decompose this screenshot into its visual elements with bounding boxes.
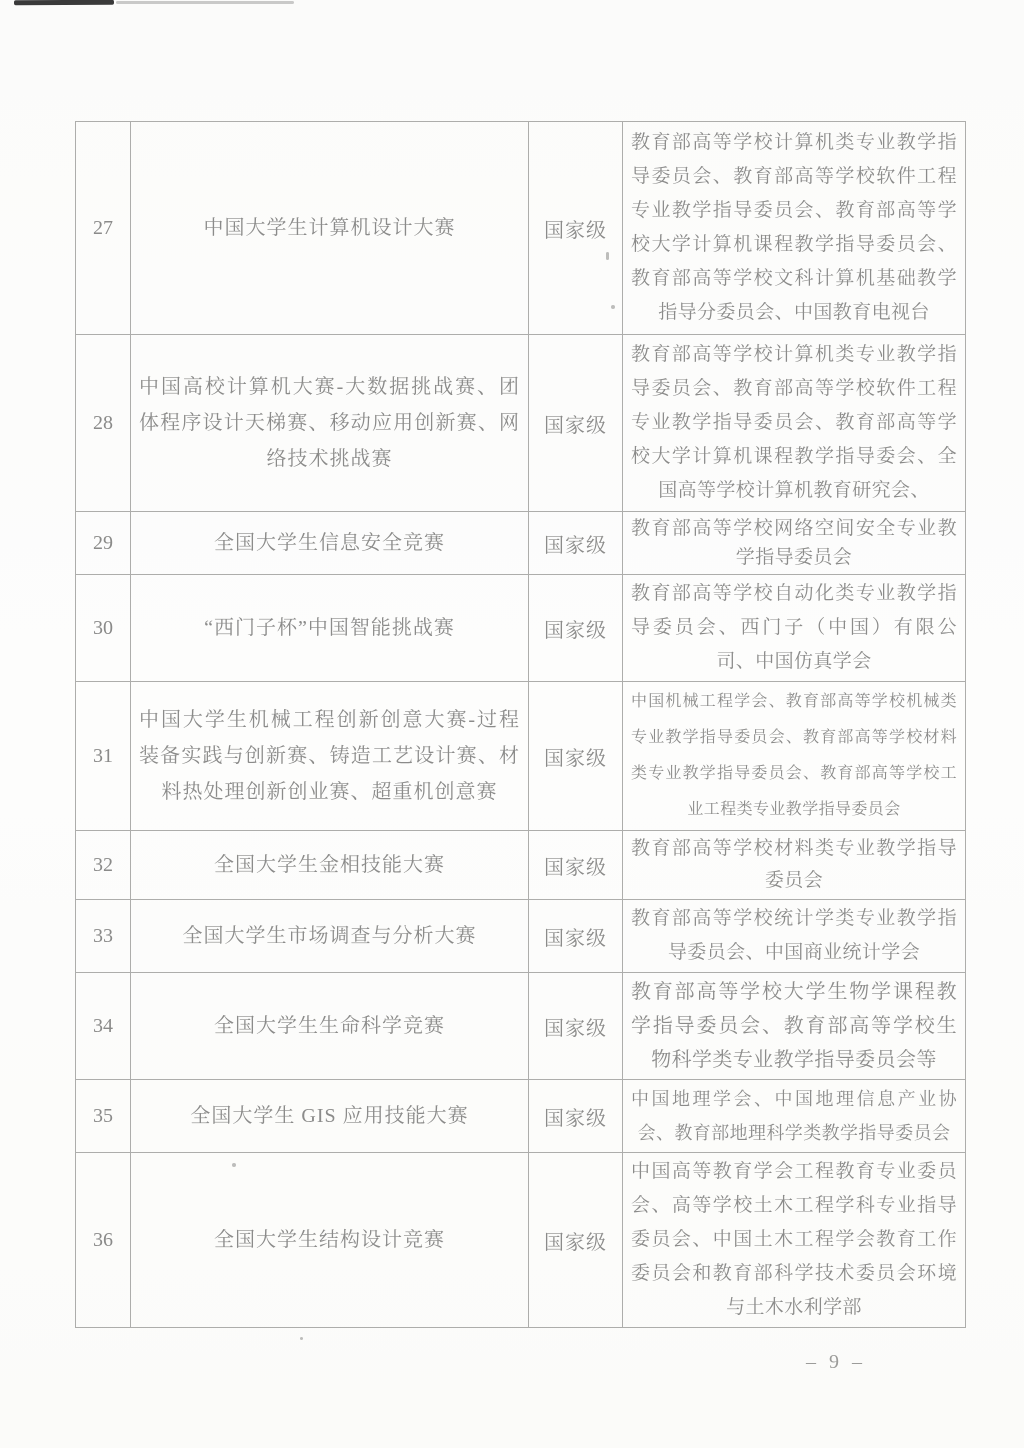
- table-row: [76, 1153, 966, 1328]
- level-cell: 国家级: [529, 1080, 623, 1153]
- scan-artifact-dot: [300, 1337, 303, 1340]
- level-cell: 国家级: [529, 831, 623, 900]
- row-number-cell: 34: [76, 973, 131, 1080]
- competition-name-cell: 全国大学生结构设计竞赛: [131, 1153, 529, 1328]
- organizer-cell: 中国机械工程学会、教育部高等学校机械类专业教学指导委员会、教育部高等学校材料类专业教学指导委员会、教育部高等学校工业工程类专业教学指导委员会: [623, 682, 966, 831]
- table-row: [76, 1080, 966, 1153]
- organizer-cell: 教育部高等学校网络空间安全专业教学指导委员会: [623, 512, 966, 575]
- row-number-cell: 27: [76, 122, 131, 335]
- table-row: [76, 512, 966, 575]
- level-cell: 国家级: [529, 973, 623, 1080]
- competition-name-cell: 中国高校计算机大赛-大数据挑战赛、团体程序设计天梯赛、移动应用创新赛、网络技术挑战赛: [131, 335, 529, 512]
- table-row: [76, 973, 966, 1080]
- organizer-cell: 教育部高等学校材料类专业教学指导委员会: [623, 831, 966, 900]
- organizer-cell: 教育部高等学校大学生物学课程教学指导委员会、教育部高等学校生物科学类专业教学指导委员会等: [623, 973, 966, 1080]
- row-number-cell: 29: [76, 512, 131, 575]
- row-number-cell: 30: [76, 575, 131, 682]
- level-cell: 国家级: [529, 900, 623, 973]
- level-cell: 国家级: [529, 122, 623, 335]
- competition-name-cell: 全国大学生市场调查与分析大赛: [131, 900, 529, 973]
- table-row: [76, 831, 966, 900]
- organizer-cell: 中国地理学会、中国地理信息产业协会、教育部地理科学类教学指导委员会: [623, 1080, 966, 1153]
- competition-name-cell: 全国大学生信息安全竞赛: [131, 512, 529, 575]
- page-number: – 9 –: [806, 1351, 866, 1373]
- level-cell: 国家级: [529, 575, 623, 682]
- competition-name-cell: 全国大学生 GIS 应用技能大赛: [131, 1080, 529, 1153]
- organizer-cell: 中国高等教育学会工程教育专业委员会、高等学校土木工程学科专业指导委员会、中国土木工程学会教育工作委员会和教育部科学技术委员会环境与土木水利学部: [623, 1153, 966, 1328]
- organizer-cell: 教育部高等学校自动化类专业教学指导委员会、西门子（中国）有限公司、中国仿真学会: [623, 575, 966, 682]
- table-row: [76, 122, 966, 335]
- competition-name-cell: 中国大学生机械工程创新创意大赛-过程装备实践与创新赛、铸造工艺设计赛、材料热处理创新创业赛、超重机创意赛: [131, 682, 529, 831]
- level-cell: 国家级: [529, 335, 623, 512]
- table-row: [76, 575, 966, 682]
- scan-artifact-streak-dark: [14, 0, 114, 5]
- row-number-cell: 36: [76, 1153, 131, 1328]
- organizer-cell: 教育部高等学校统计学类专业教学指导委员会、中国商业统计学会: [623, 900, 966, 973]
- competitions-table: [75, 121, 966, 1328]
- row-number-cell: 35: [76, 1080, 131, 1153]
- row-number-cell: 33: [76, 900, 131, 973]
- level-cell: 国家级: [529, 512, 623, 575]
- organizer-cell: 教育部高等学校计算机类专业教学指导委员会、教育部高等学校软件工程专业教学指导委员会、教育部高等学校大学计算机课程教学指导委员会、教育部高等学校文科计算机基础教学指导分委员会、中国教育电视台: [623, 122, 966, 335]
- table-row: [76, 682, 966, 831]
- level-cell: 国家级: [529, 1153, 623, 1328]
- scan-artifact-streak-light: [116, 1, 294, 4]
- table-row: [76, 900, 966, 973]
- competition-name-cell: 全国大学生金相技能大赛: [131, 831, 529, 900]
- row-number-cell: 28: [76, 335, 131, 512]
- level-cell: 国家级: [529, 682, 623, 831]
- row-number-cell: 31: [76, 682, 131, 831]
- competitions-table-body: [76, 122, 966, 1328]
- table-row: [76, 335, 966, 512]
- competition-name-cell: “西门子杯”中国智能挑战赛: [131, 575, 529, 682]
- competition-name-cell: 全国大学生生命科学竞赛: [131, 973, 529, 1080]
- competition-name-cell: 中国大学生计算机设计大赛: [131, 122, 529, 335]
- organizer-cell: 教育部高等学校计算机类专业教学指导委员会、教育部高等学校软件工程专业教学指导委员会、教育部高等学校大学计算机课程教学指导委会、全国高等学校计算机教育研究会、: [623, 335, 966, 512]
- row-number-cell: 32: [76, 831, 131, 900]
